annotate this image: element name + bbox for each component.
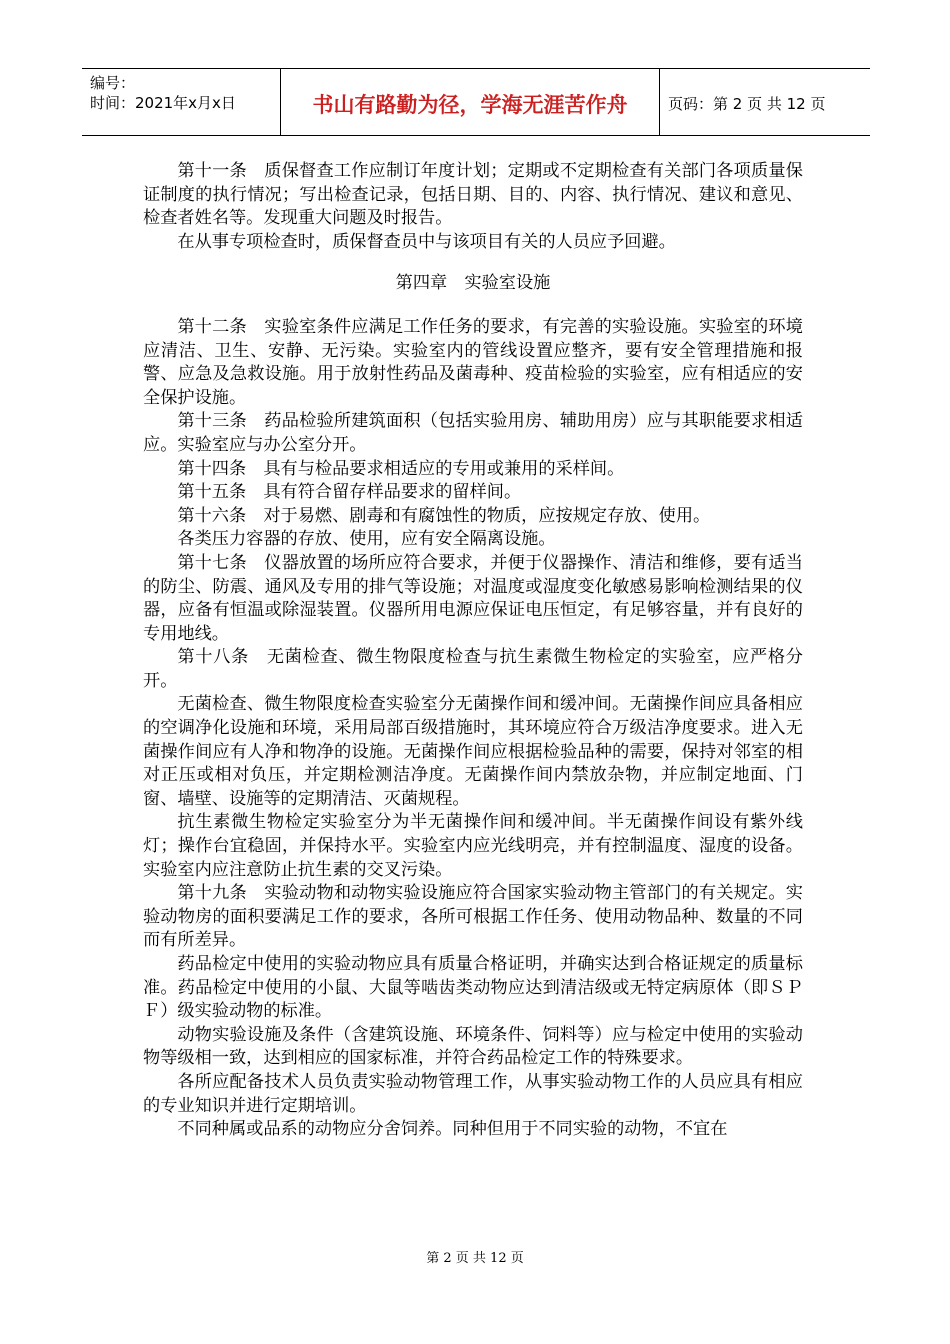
document-body bbox=[143, 160, 803, 1142]
article-16-note: 各类压力容器的存放、使用，应有安全隔离设施。 bbox=[177, 529, 556, 550]
article-11-note: 在从事专项检查时，质保督查员中与该项目有关的人员应予回避。 bbox=[177, 231, 676, 252]
article-18-sterile: 无菌检查、微生物限度检查实验室分无菌操作间和缓冲间。无菌操作间应具备相应的空调净化设施和环境，采用局部百级措施时，其环境应符合万级洁净度要求。进入无菌操作间应有人净和物净的设施。无菌操作间应根据检验品种的需要，保持对邻室的相对正压或相对负压，并定期检测洁净度。无菌操作间内禁放杂物，并应制定地面、门窗、墙壁、设施等的定期清洁、灭菌规程。 bbox=[143, 694, 803, 809]
article-19-housing: 不同种属或品系的动物应分舍饲养。同种但用于不同实验的动物，不宜在 bbox=[177, 1119, 728, 1140]
header-page-cell bbox=[660, 69, 870, 135]
article-19-staff: 各所应配备技术人员负责实验动物管理工作，从事实验动物工作的人员应具有相应的专业知识并进行定期培训。 bbox=[143, 1071, 803, 1116]
article-19-facilities: 动物实验设施及条件（含建筑设施、环境条件、饲料等）应与检定中使用的实验动物等级相一致，达到相应的国家标准，并符合药品检定工作的特殊要求。 bbox=[143, 1024, 803, 1069]
document-number-label: 编号： bbox=[90, 74, 136, 92]
article-18-antibiotic: 抗生素微生物检定实验室分为半无菌操作间和缓冲间。半无菌操作间设有紫外线灯；操作台宜稳固，并保持水平。实验室内应光线明亮，并有控制温度、湿度的设备。实验室内应注意防止抗生素的交叉污染。 bbox=[143, 812, 803, 880]
article-15: 第十五条 具有符合留存样品要求的留样间。 bbox=[177, 482, 522, 503]
article-19-quality: 药品检定中使用的实验动物应具有质量合格证明，并确实达到合格证规定的质量标准。药品检定中使用的小鼠、大鼠等啮齿类动物应达到清洁级或无特定病原体（即ＳＰＦ）级实验动物的标准。 bbox=[143, 954, 803, 1022]
header-motto: 书山有路勤为径，学海无涯苦作舟 bbox=[312, 93, 628, 117]
article-14: 第十四条 具有与检品要求相适应的专用或兼用的采样间。 bbox=[177, 458, 625, 479]
article-11: 第十一条 质保督查工作应制订年度计划；定期或不定期检查有关部门各项质量保证制度的执行情况；写出检查记录，包括日期、目的、内容、执行情况、建议和意见、检查者姓名等。发现重大问题及时报告。 bbox=[143, 161, 803, 229]
document-time-label: 时间：2021年x月x日 bbox=[90, 94, 236, 112]
article-18: 第十八条 无菌检查、微生物限度检查与抗生素微生物检定的实验室，应严格分开。 bbox=[143, 647, 803, 691]
article-13: 第十三条 药品检验所建筑面积（包括实验用房、辅助用房）应与其职能要求相适应。实验室应与办公室分开。 bbox=[143, 411, 803, 455]
page-footer: 第 2 页 共 12 页 bbox=[426, 1251, 524, 1266]
header-motto-cell bbox=[281, 69, 660, 135]
header-info-cell bbox=[82, 69, 281, 135]
article-16: 第十六条 对于易燃、剧毒和有腐蚀性的物质，应按规定存放、使用。 bbox=[177, 505, 711, 526]
article-17: 第十七条 仪器放置的场所应符合要求，并便于仪器操作、清洁和维修，要有适当的防尘、防震、通风及专用的排气等设施；对温度或湿度变化敏感易影响检测结果的仪器，应备有恒温或除湿装置。仪器所用电源应保证电压恒定，有足够容量，并有良好的专用地线。 bbox=[143, 552, 803, 644]
header-page-label: 页码：第 2 页 共 12 页 bbox=[668, 95, 826, 113]
article-19: 第十九条 实验动物和动物实验设施应符合国家实验动物主管部门的有关规定。实验动物房的面积要满足工作的要求，各所可根据工作任务、使用动物品种、数量的不同而有所差异。 bbox=[143, 883, 803, 951]
page-header bbox=[82, 68, 870, 136]
chapter-title: 第四章 实验室设施 bbox=[395, 273, 551, 294]
article-12: 第十二条 实验室条件应满足工作任务的要求，有完善的实验设施。实验室的环境应清洁、卫生、安静、无污染。实验室内的管线设置应整齐，要有安全管理措施和报警、应急及急救设施。用于放射性药品及菌毒种、疫苗检验的实验室，应有相适应的安全保护设施。 bbox=[143, 316, 803, 408]
